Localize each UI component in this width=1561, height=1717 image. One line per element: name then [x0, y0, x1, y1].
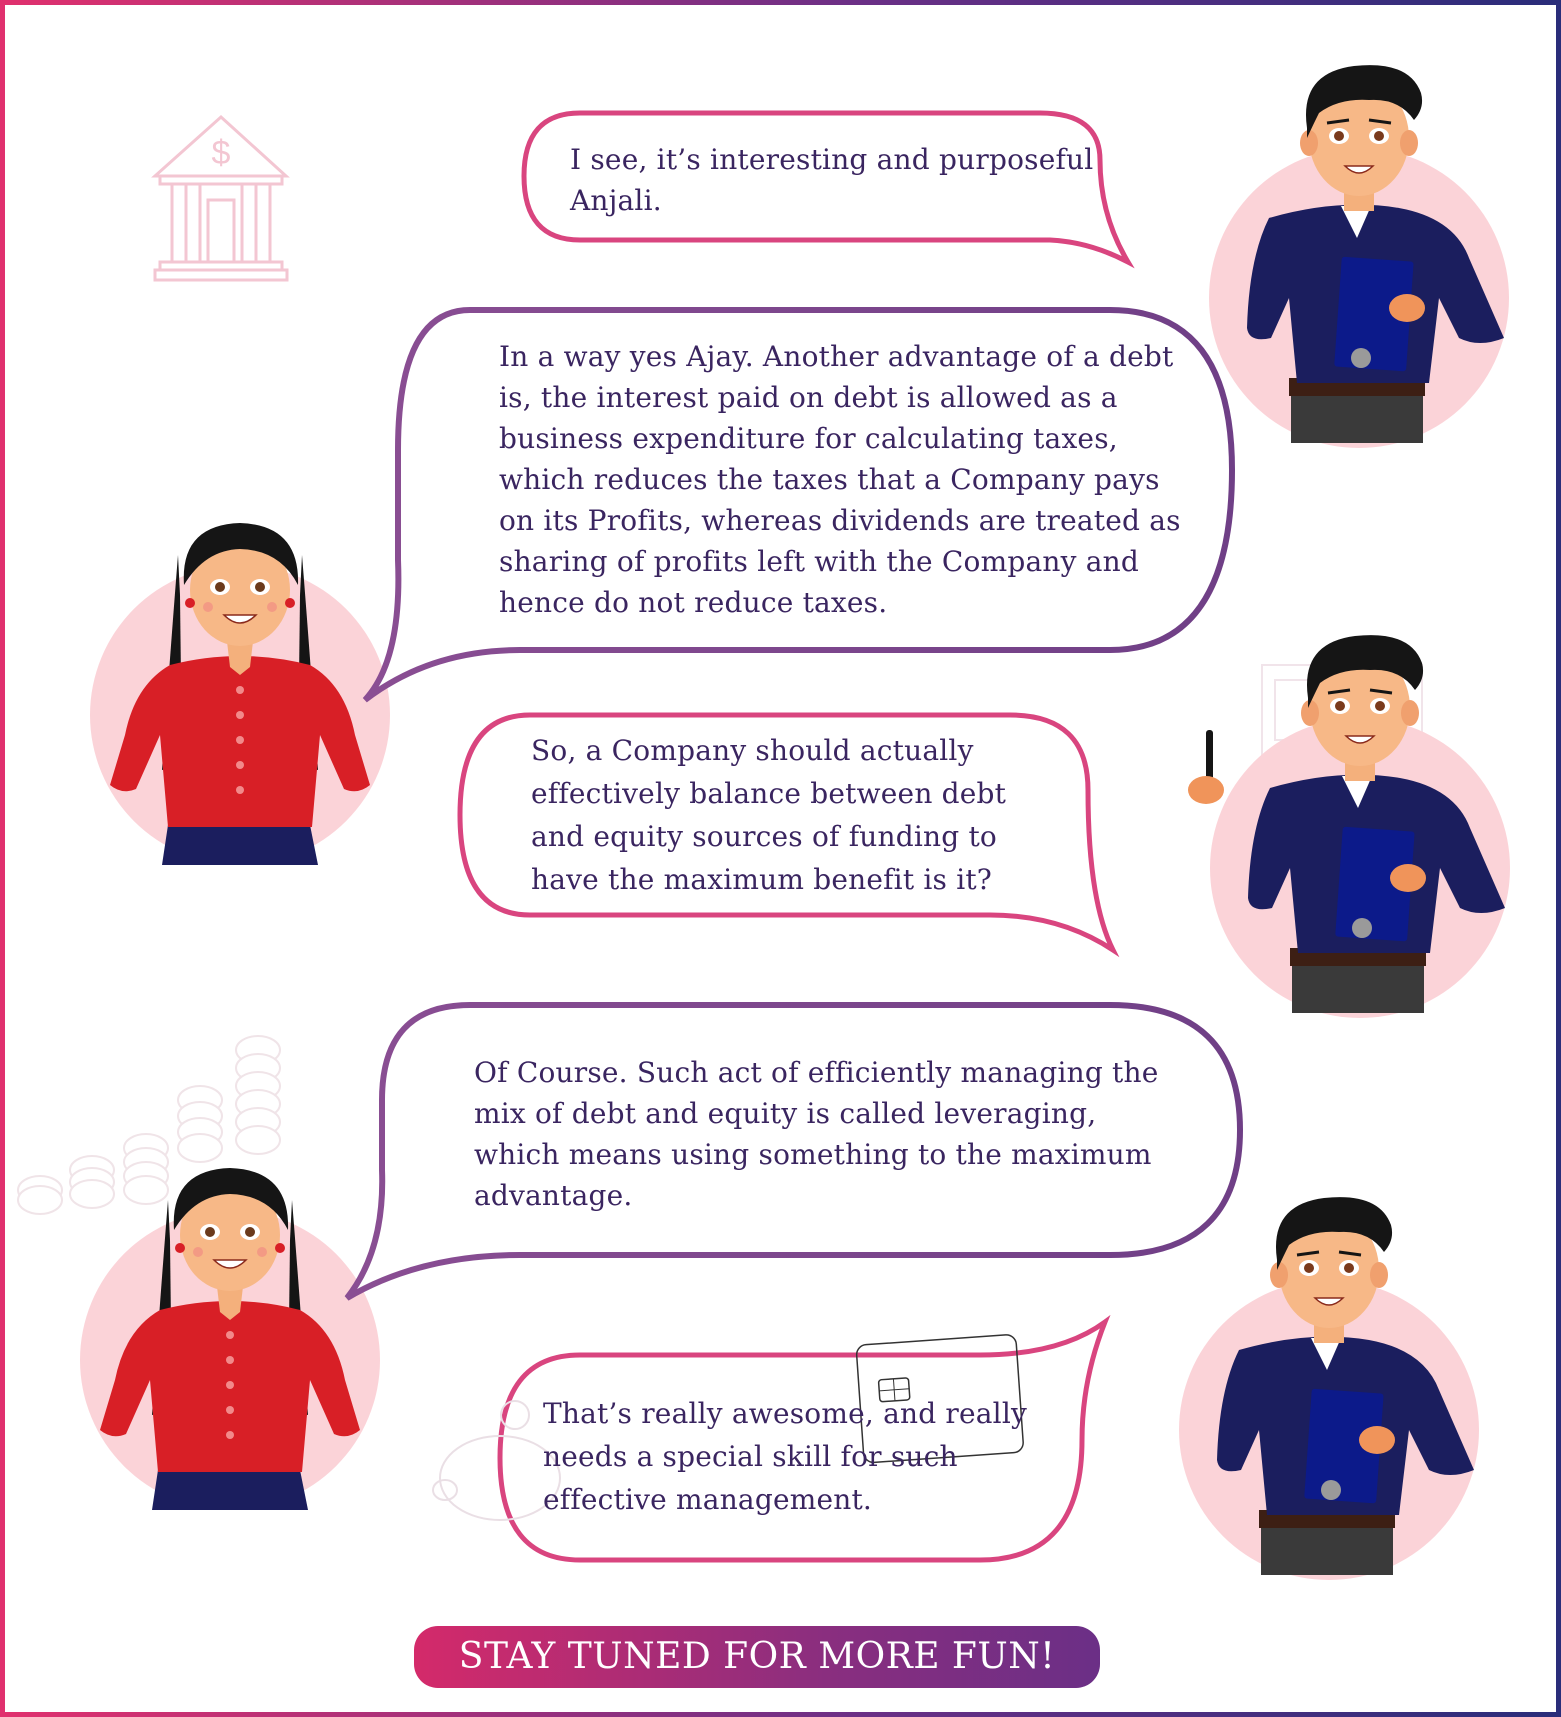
bubble-line: sharing of profits left with the Company and — [499, 545, 1139, 578]
bubble-line: That’s really awesome, and really — [543, 1397, 1028, 1430]
bubble-line: which means using something to the maximum — [474, 1138, 1152, 1171]
bubble-line: hence do not reduce taxes. — [499, 586, 888, 619]
bubble-2-text — [499, 336, 1181, 623]
bubble-line: on its Profits, whereas dividends are treated as — [499, 504, 1181, 537]
bubble-line: which reduces the taxes that a Company pays — [499, 463, 1160, 496]
bubble-line: In a way yes Ajay. Another advantage of a debt — [499, 340, 1174, 373]
bubble-line: is, the interest paid on debt is allowed as a — [499, 381, 1118, 414]
stay-tuned-banner: STAY TUNED FOR MORE FUN! — [414, 1626, 1100, 1688]
anjali-character-1 — [90, 523, 390, 865]
bubble-line: mix of debt and equity is called leveraging, — [474, 1097, 1097, 1130]
anjali-character-2 — [80, 1168, 380, 1510]
bubble-line: So, a Company should actually — [531, 734, 974, 767]
ajay-character-1 — [1209, 65, 1509, 448]
bubble-line: needs a special skill for such — [543, 1440, 958, 1473]
bubble-line: Anjali. — [570, 184, 662, 217]
svg-text:$: $ — [211, 134, 231, 172]
bubble-5-text — [543, 1392, 1027, 1521]
bubble-line: effective management. — [543, 1483, 873, 1516]
ajay-character-2 — [1210, 635, 1510, 1018]
bubble-line: advantage. — [474, 1179, 633, 1212]
bank-icon — [155, 117, 287, 280]
bubble-line: have the maximum benefit is it? — [531, 863, 993, 896]
bubble-1-text — [570, 139, 1093, 221]
bubble-line: I see, it’s interesting and purposeful — [570, 143, 1094, 176]
bubble-line: and equity sources of funding to — [531, 820, 997, 853]
ajay-character-3 — [1179, 1197, 1479, 1580]
bubble-3-text — [531, 729, 1006, 901]
bubble-line: business expenditure for calculating taxes, — [499, 422, 1118, 455]
bubble-4-text — [474, 1052, 1159, 1216]
bubble-line: Of Course. Such act of efficiently managing the — [474, 1056, 1159, 1089]
pen-icon — [1188, 730, 1224, 804]
bubble-line: effectively balance between debt — [531, 777, 1007, 810]
